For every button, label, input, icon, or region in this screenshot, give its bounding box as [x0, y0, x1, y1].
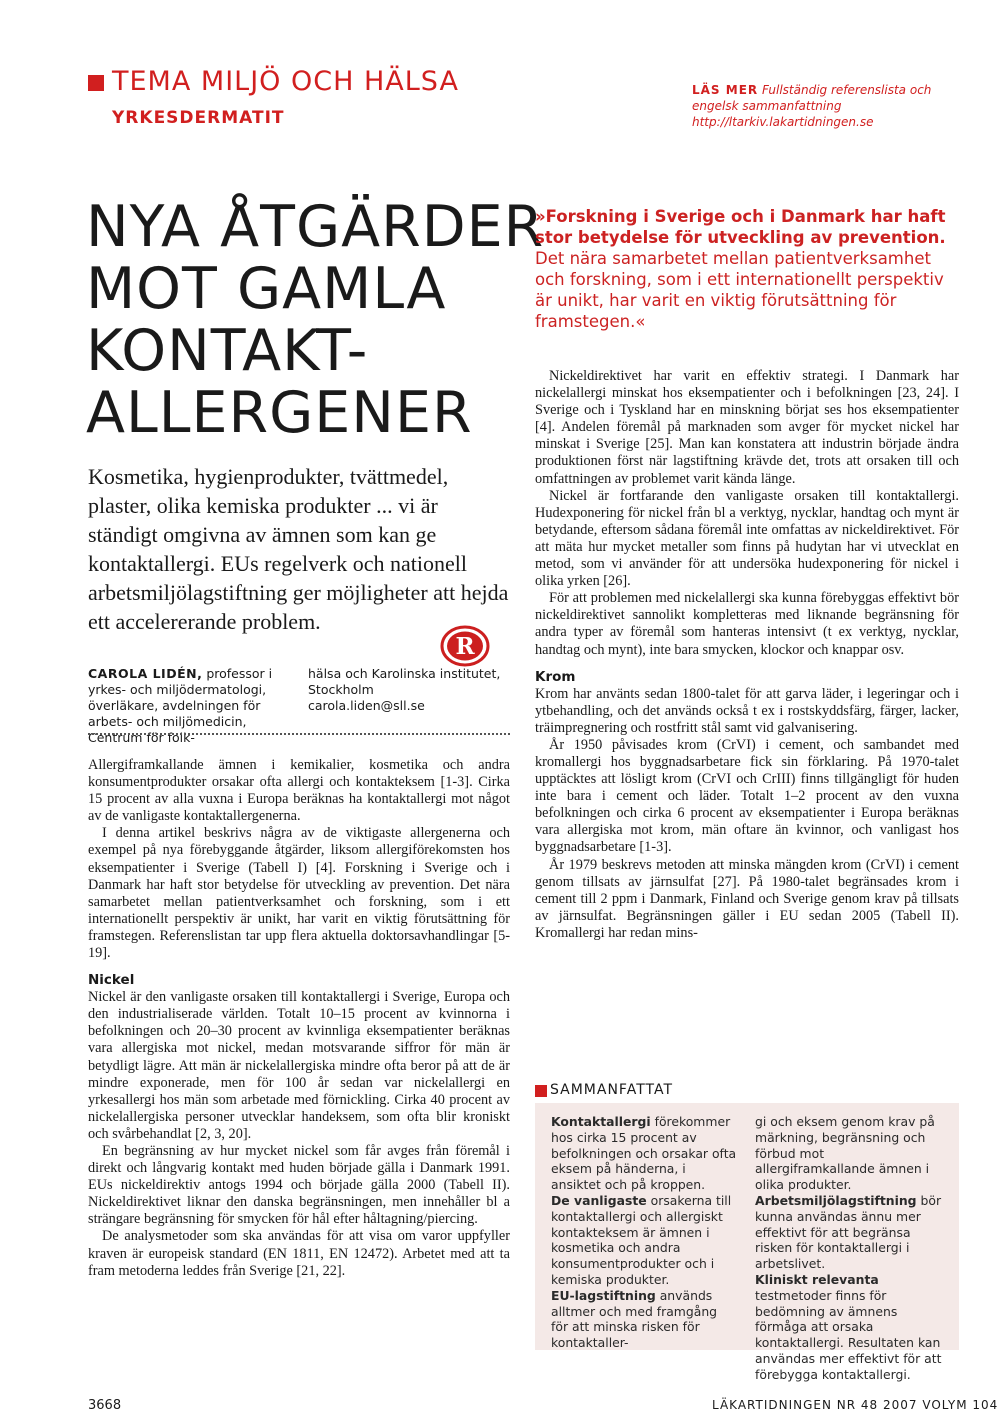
- summary-item: [755, 1193, 943, 1272]
- summary-marker: [535, 1085, 547, 1097]
- section-heading-nickel: Nickel: [88, 972, 135, 989]
- body-paragraph: De analysmetoder som ska användas för att visa om varor uppfyller kraven är europeisk standard (EN 1811, EN 12472). Arbetet med att ta fram metoderna leddes från Sverige [21, 22].: [88, 1228, 510, 1279]
- summary-item-bold: Kontaktallergi: [551, 1114, 651, 1129]
- summary-item-text: testmetoder finns för bedömning av ämnens förmåga att orsaka kontaktallergi. Resultaten kan användas mer effektivt för att förebygga kontaktallergi.: [755, 1287, 942, 1382]
- summary-item: [551, 1288, 737, 1351]
- body-paragraph: En begränsning av hur mycket nickel som får avges från föremål i direkt och långvarig kontakt med huden började gälla i Danmark 1991. EUs nickeldirektiv antogs 1994 och började gälla 2000 (Tabell II). Nickeldirektivet liknar den danska begränsningen, men innehåller bl a strängare begränsning för smycken för hål efter håltagning/piercing.: [88, 1142, 510, 1228]
- headline-line: ALLERGENER: [86, 380, 473, 446]
- section-heading-krom: Krom: [535, 668, 576, 685]
- headline-line: MOT GAMLA: [86, 256, 447, 322]
- theme-subtitle: YRKESDERMATIT: [112, 108, 285, 128]
- theme-title: TEMA MILJÖ OCH HÄLSA: [112, 66, 459, 97]
- summary-item-text: orsakerna till kontaktallergi och allergiskt kontakteksem är ämnen i kosmetika och andra konsumentprodukter och i kemiska produkter.: [551, 1192, 732, 1287]
- read-more: [692, 82, 932, 130]
- summary-item-bold: De vanligaste: [551, 1192, 647, 1208]
- summary-item-text: förekommer hos cirka 15 procent av befolkningen och orsakar ofta eksem på händerna, i ansiktet och på kroppen.: [551, 1114, 737, 1193]
- r-logo-letter: R: [455, 633, 475, 660]
- page-number: 3668: [88, 1398, 122, 1413]
- dotted-divider: [88, 733, 510, 735]
- footer-journal: LÄKARTIDNINGEN NR 48 2007 VOLYM 104: [712, 1398, 998, 1412]
- author-bio-continued: hälsa och Karolinska institutet, Stockholm: [308, 666, 501, 697]
- author-bio: professor i yrkes- och miljödermatologi, överläkare, avdelningen för arbets- och miljömedicin, Centrum för folk-: [88, 666, 273, 745]
- body-paragraph: Krom har använts sedan 1800-talet för att garva läder, i legeringar och i ytbehandling, och det används också t ex i rostskyddsfärg, färger, lacker, träimpregnering och rostfritt stål samt vid galvanisering.: [535, 685, 959, 736]
- read-more-label: LÄS MER: [692, 83, 759, 97]
- summary-title: SAMMANFATTAT: [550, 1082, 674, 1098]
- body-paragraph: Nickeldirektivet har varit en effektiv strategi. I Danmark har nickelallergi minskat hos eksempatienter och i befolkningen [23, 24]. I Sverige och i Tyskland har en minskning börjat ses hos eksempatienter [4]. Andelen föremål på marknaden som avger för mycket nickel har minskat i Sverige [25]. Man kan konstatera att industrin började ändra produktionen först när lagstiftning krävde det, trots att orsaken till och omfattningen av problemet varit kända länge.: [535, 368, 959, 487]
- summary-column-left: [551, 1114, 737, 1351]
- summary-item-bold: Kliniskt relevanta: [755, 1271, 879, 1287]
- body-paragraph: År 1979 beskrevs metoden att minska mängden krom (CrVI) i cement genom tillsats av järnsulfat [27]. På 1980-talet begränsades krom i cement till 2 ppm i Danmark, Finland och Sverige genom krav på tillsats av järnsulfat. Begränsningen gäller i EU sedan 2005 (Tabell II). Kromallergi har redan mins-: [535, 856, 959, 941]
- body-paragraph: Nickel är den vanligaste orsaken till kontaktallergi i Sverige, Europa och den industrialiserade världen. Totalt 10–15 procent av kvinnorna i befolkningen och 20–30 procent av kvinnliga eksempatienter beräknas vara allergiska mot nickel, medan motsvarande siffror för män är betydligt lägre. Att män är nickelallergiska mindre ofta beror på att de är mindre exponerade, men för 100 år sedan var nickelallergi en yrkesallergi hos män som arbetade med förnickling. Cirka 40 procent av nickelallergiska personer utvecklar handeksem, som ofta blir kroniskt och svårbehandlat [2, 3, 20].: [88, 989, 510, 1142]
- summary-item-text: används alltmer och med framgång för att minska risken för kontaktaller-: [551, 1287, 718, 1351]
- body-paragraph: År 1950 påvisades krom (CrVI) i cement, och sambandet med kromallergi hos byggnadsarbetare fick sin förklaring. På 1970-talet upptäcktes att lösligt krom (CrVI och CrIII) finns tillgängligt för huden inte bara i cement och läder. Totalt 1–2 procent av den vuxna befolkningen och cirka 6 procent av eksempatienter i Europa beräknas vara allergiska mot krom, män oftare än kvinnor, och vanligast hos byggnadsarbetare [1-3].: [535, 736, 959, 856]
- headline-line: KONTAKT-: [86, 318, 369, 384]
- author-name: CAROLA LIDÉN,: [88, 666, 203, 681]
- summary-item: [551, 1193, 737, 1288]
- summary-item: [755, 1114, 943, 1193]
- body-column-left: [88, 757, 510, 1280]
- author-email[interactable]: carola.liden@sll.se: [308, 698, 425, 713]
- pull-quote: [535, 206, 953, 332]
- pull-quote-highlight: »Forskning i Sverige och i Danmark har haft stor betydelse för utveckling av prevention.: [535, 207, 946, 247]
- read-more-link[interactable]: http://ltarkiv.lakartidningen.se: [692, 115, 874, 129]
- headline-line: NYA ÅTGÄRDER: [86, 194, 545, 260]
- pull-quote-text: Det nära samarbetet mellan patientverksamhet och forskning, som i ett internationellt perspektiv är unikt, har varit en viktig förutsättning för framstegen.«: [535, 249, 944, 331]
- summary-item-text: gi och eksem genom krav på märkning, begränsning och förbud mot allergiframkallande ämnen i olika produkter.: [755, 1114, 935, 1193]
- body-paragraph: För att problemen med nickelallergi ska kunna förebyggas effektivt bör nickeldirektivet sannolikt kompletteras med liknande begränsning för andra typer av föremål som hanteras intensivt (t ex verktyg, nycklar, handtag och mynt), inte bara smycken, klockor och knappar osv.: [535, 590, 959, 658]
- author-info-continued: [308, 666, 508, 714]
- body-paragraph: Allergiframkallande ämnen i kemikalier, kosmetika och andra konsumentprodukter orsakar ofta allergi och kontakteksem [1-3]. Cirka 15 procent av alla vuxna i Europa beräknas ha kontaktallergi mot något av de vanligaste kontaktallergenerna.: [88, 757, 510, 825]
- summary-item: [755, 1272, 943, 1383]
- summary-item-bold: Arbetsmiljölagstiftning: [755, 1192, 917, 1208]
- body-column-right: [535, 368, 959, 942]
- r-logo-icon: [440, 625, 490, 667]
- read-more-text: Fullständig referenslista och engelsk sammanfattning: [692, 83, 932, 113]
- body-paragraph: I denna artikel beskrivs några av de viktigaste allergenerna och exempel på nya förebyggande åtgärder, liksom allergiförekomsten hos eksempatienter i Sverige (Tabell I) [4]. Forskning i Sverige och i Danmark har haft stor betydelse för utveckling av prevention. Det nära samarbetet mellan patientverksamhet och forskning, som i ett internationellt perspektiv är unikt, har varit en viktig förutsättning för framstegen. Referenslistan tar upp flera aktuella doktorsavhandlingar [5-19].: [88, 825, 510, 962]
- article-headline: [86, 194, 545, 446]
- summary-item-bold: EU-lagstiftning: [551, 1287, 656, 1303]
- summary-column-right: [755, 1114, 943, 1383]
- body-paragraph: Nickel är fortfarande den vanligaste orsaken till kontaktallergi. Hudexponering för nickel från bl a verktyg, nycklar, handtag och mynt är betydande, eftersom sådana föremål inte omfattas av nickeldirektivet. För att mäta hur mycket metaller som finns på hudytan har vi utvecklat en metod, som vi använder för att undersöka hudexponering för nickel i olika yrken [26].: [535, 487, 959, 590]
- summary-item: [551, 1114, 737, 1193]
- theme-marker: [88, 75, 104, 91]
- lead-paragraph: Kosmetika, hygienprodukter, tvättmedel, plaster, olika kemiska produkter ... vi är ständigt omgivna av ämnen som kan ge kontaktallergi. EUs regelverk och nationell arbetsmiljölagstiftning ger möjligheter att hejda ett accelererande problem.: [88, 464, 509, 634]
- summary-item-text: bör kunna användas ännu mer effektivt för att begränsa risken för kontaktallergi i arbetslivet.: [755, 1192, 942, 1272]
